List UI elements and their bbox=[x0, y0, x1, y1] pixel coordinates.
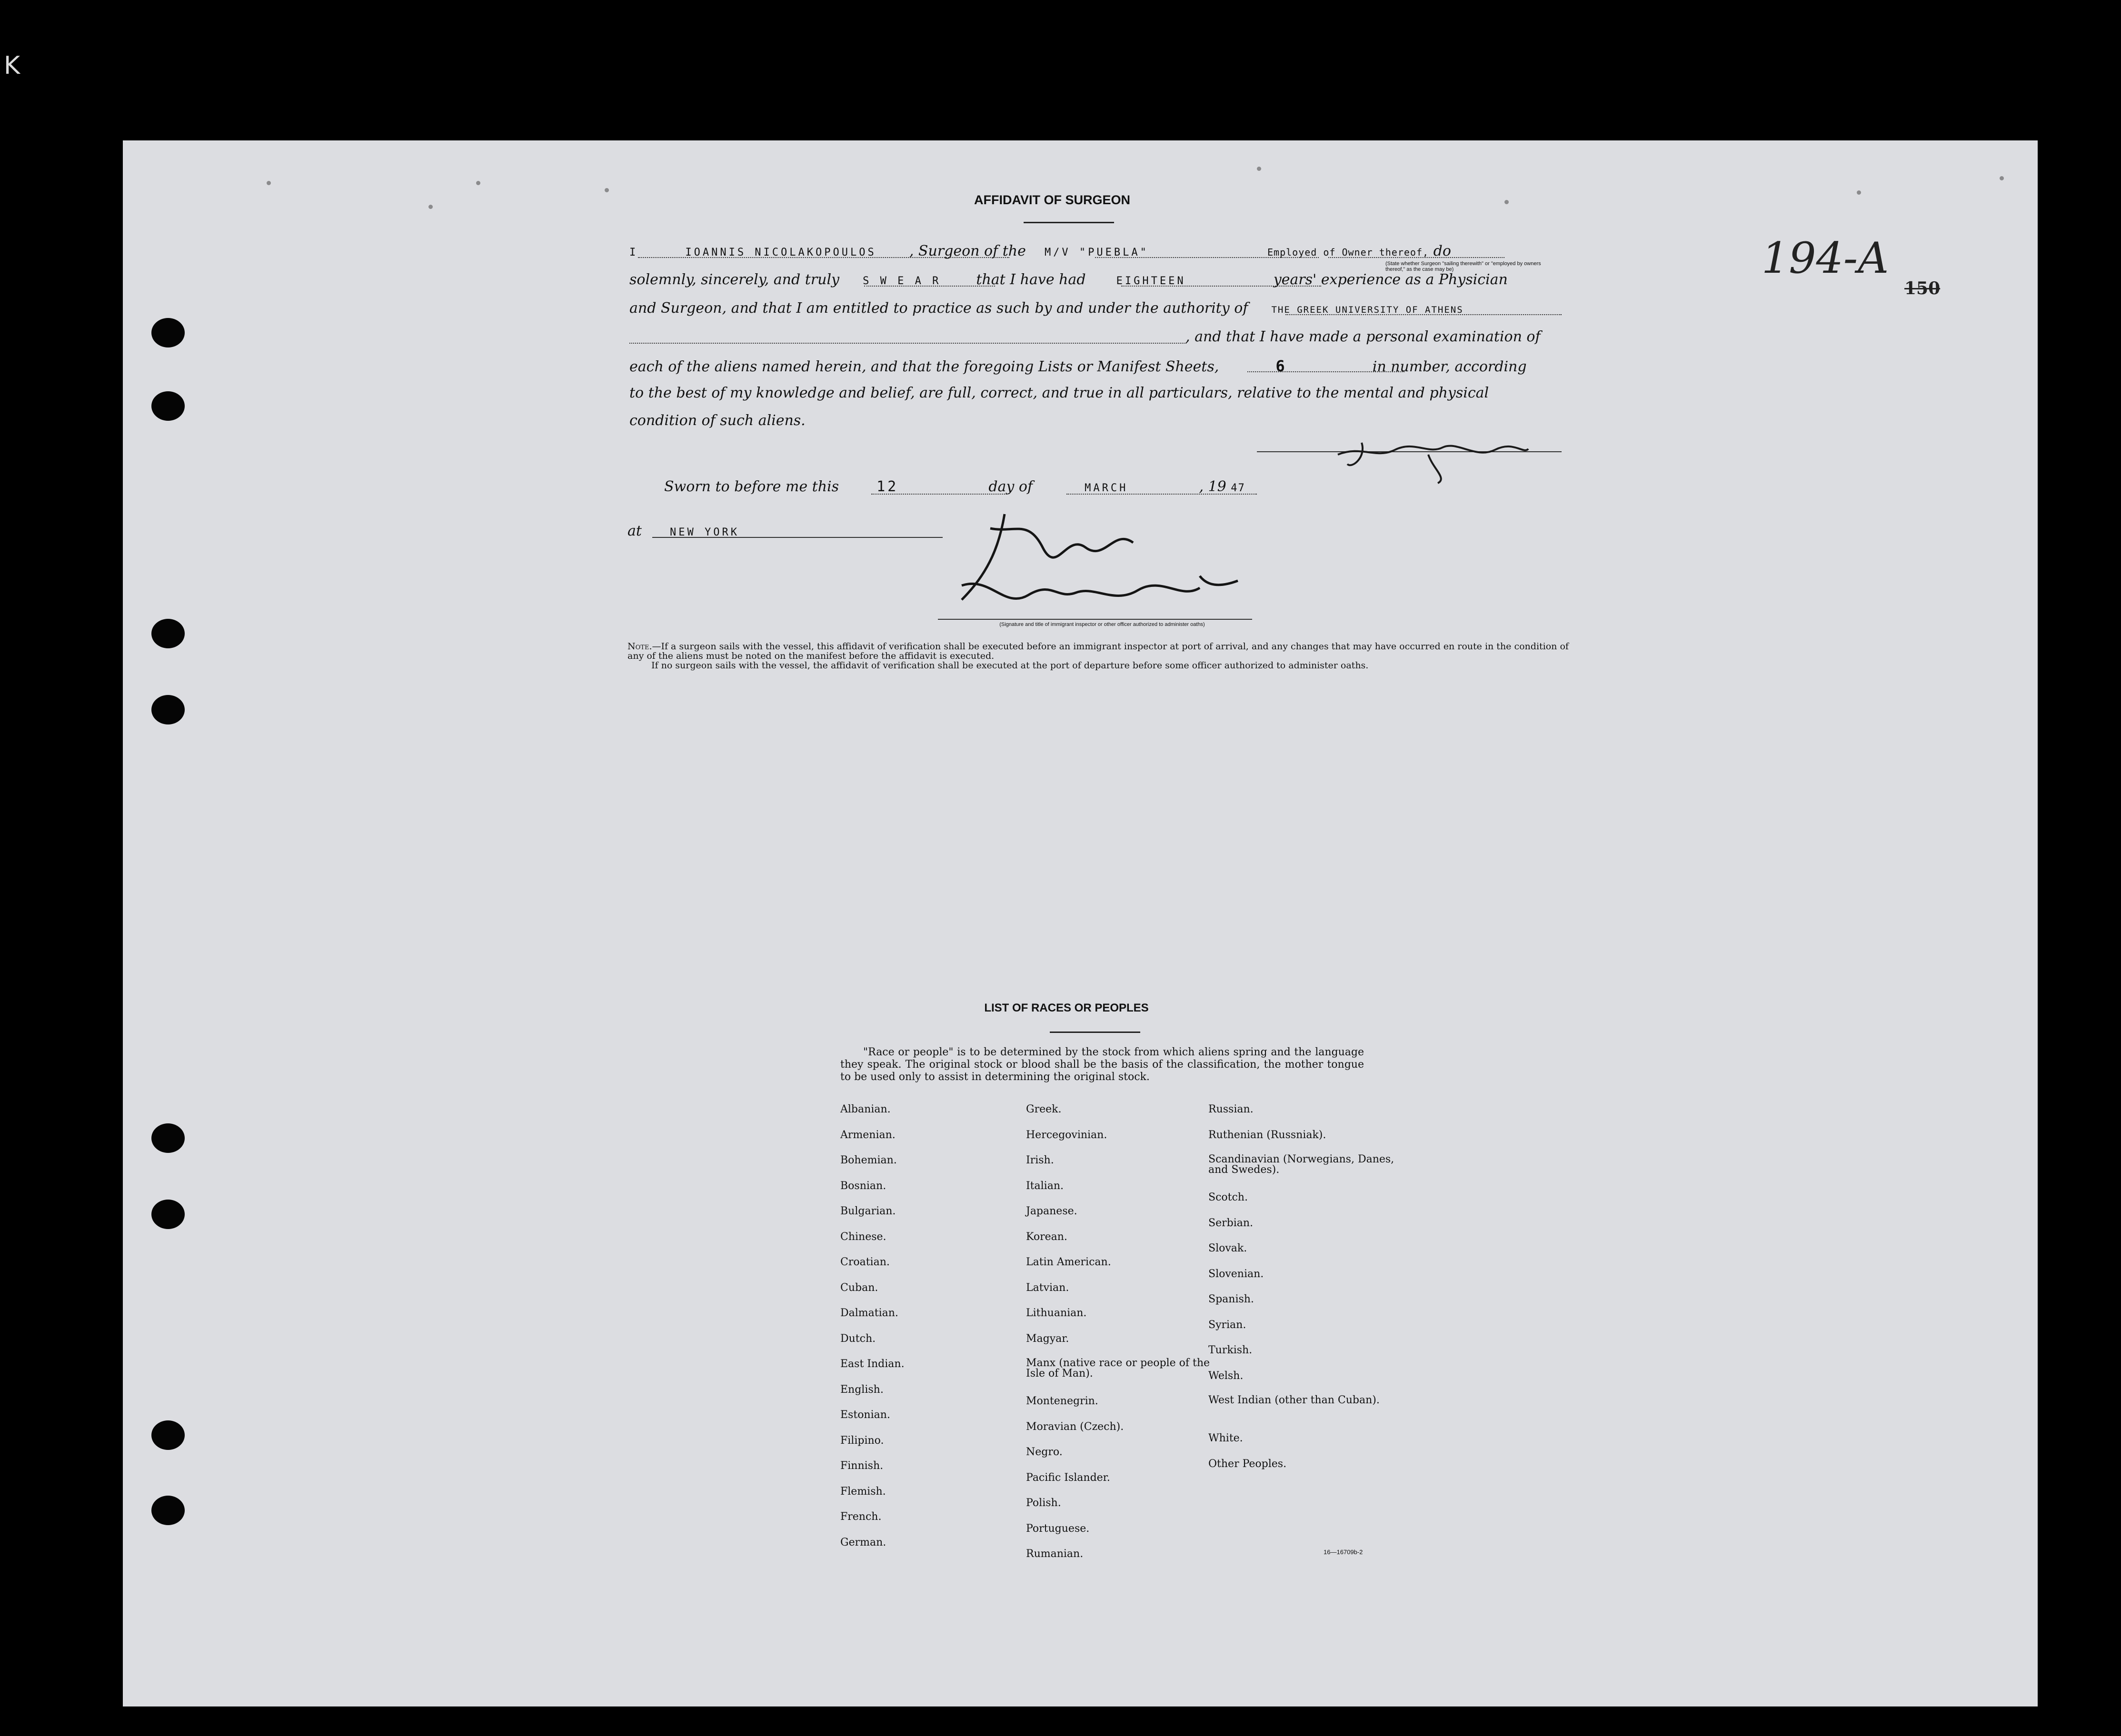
punch-hole bbox=[151, 1496, 185, 1525]
speck bbox=[267, 181, 271, 185]
form-number: 16—16709b-2 bbox=[1324, 1548, 1363, 1556]
line5-suffix: in number, according bbox=[1372, 358, 1527, 375]
sworn-year: 47 bbox=[1231, 482, 1245, 494]
race-entry: Scotch. bbox=[1208, 1191, 1248, 1203]
race-entry: Estonian. bbox=[840, 1409, 890, 1421]
punch-hole bbox=[151, 1420, 185, 1450]
speck bbox=[1857, 190, 1861, 195]
race-entry: Armenian. bbox=[840, 1129, 896, 1141]
punch-hole bbox=[151, 318, 185, 347]
races-column-2 bbox=[1026, 1103, 1216, 1574]
at-text: at bbox=[627, 523, 642, 539]
sworn-line bbox=[664, 478, 1245, 495]
note-lead: Note. bbox=[627, 641, 652, 652]
race-entry: Magyar. bbox=[1026, 1332, 1069, 1345]
race-entry: Pacific Islander. bbox=[1026, 1471, 1110, 1484]
punch-hole bbox=[151, 1200, 185, 1229]
race-entry: Latvian. bbox=[1026, 1281, 1069, 1294]
line2-middle: that I have had bbox=[976, 271, 1086, 288]
sworn-day: 12 bbox=[876, 478, 899, 495]
race-entry: Latin American. bbox=[1026, 1256, 1111, 1268]
blank-employment bbox=[1328, 257, 1504, 258]
blank-place bbox=[652, 537, 943, 538]
sworn-place: NEW YORK bbox=[670, 526, 740, 538]
employment-note: (State whether Surgeon "sailing therewith" or "employed by owners thereof," as the case may be) bbox=[1385, 261, 1541, 272]
race-entry: Hercegovinian. bbox=[1026, 1129, 1107, 1141]
race-entry: English. bbox=[840, 1383, 884, 1396]
speck bbox=[2000, 176, 2004, 180]
employment-status: Employed of Owner thereof, bbox=[1267, 247, 1429, 258]
races-column-3 bbox=[1208, 1103, 1399, 1483]
title-rule bbox=[1024, 222, 1114, 223]
race-entry: Bohemian. bbox=[840, 1154, 897, 1166]
race-entry: Slovenian. bbox=[1208, 1268, 1264, 1280]
race-entry: Portuguese. bbox=[1026, 1522, 1090, 1535]
race-entry: Dalmatian. bbox=[840, 1307, 898, 1319]
sworn-month: MARCH bbox=[1085, 482, 1128, 494]
blank-vessel bbox=[1095, 257, 1319, 258]
affidavit-note bbox=[627, 642, 1580, 670]
races-list-title: LIST OF RACES OR PEOPLES bbox=[984, 1002, 1149, 1014]
affidavit-line-6: to the best of my knowledge and belief, are full, correct, and true in all particulars, relative to the mental and physical bbox=[629, 385, 1489, 401]
punch-hole bbox=[151, 619, 185, 648]
race-entry: Flemish. bbox=[840, 1485, 886, 1498]
inspector-caption: (Signature and title of immigrant inspector or other officer authorized to administer oaths) bbox=[999, 622, 1205, 627]
race-entry: Manx (native race or people of the Isle of Man). bbox=[1026, 1357, 1210, 1379]
affidavit-title: AFFIDAVIT OF SURGEON bbox=[974, 193, 1130, 207]
note-text-1: —If a surgeon sails with the vessel, this affidavit of verification shall be executed before an immigrant inspector at port of arrival, and any changes that may have occurred en route in the condition of any of the aliens must be noted on the manifest before the affidavit is executed. bbox=[627, 641, 1569, 661]
line3-prefix: and Surgeon, and that I am entitled to practice as such by and under the authority of bbox=[629, 300, 1248, 317]
oath-word: S W E A R bbox=[863, 275, 941, 287]
surgeon-signature bbox=[1333, 436, 1533, 493]
race-entry: Slovak. bbox=[1208, 1242, 1247, 1254]
race-entry: East Indian. bbox=[840, 1358, 905, 1370]
race-entry: Rumanian. bbox=[1026, 1548, 1084, 1560]
blank-month bbox=[1066, 494, 1257, 495]
race-entry: Lithuanian. bbox=[1026, 1307, 1087, 1319]
blank-authority bbox=[1285, 314, 1562, 315]
affidavit-line-5 bbox=[629, 357, 1527, 375]
race-entry: Moravian (Czech). bbox=[1026, 1420, 1124, 1433]
blank-oath bbox=[864, 286, 995, 287]
speck bbox=[605, 188, 609, 192]
punch-hole bbox=[151, 695, 185, 724]
race-entry: Finnish. bbox=[840, 1460, 884, 1472]
handwritten-page-number: 194-A bbox=[1762, 233, 1889, 283]
race-entry: Croatian. bbox=[840, 1256, 890, 1268]
race-entry: Polish. bbox=[1026, 1497, 1061, 1509]
race-entry: Turkish. bbox=[1208, 1344, 1253, 1356]
race-entry: Greek. bbox=[1026, 1103, 1062, 1115]
inspector-signature bbox=[933, 505, 1266, 630]
affidavit-line-7: condition of such aliens. bbox=[629, 412, 806, 429]
punch-hole bbox=[151, 1123, 185, 1153]
speck bbox=[1257, 167, 1261, 171]
corner-mark: K bbox=[4, 51, 20, 80]
blank-day bbox=[871, 494, 1007, 495]
punch-hole bbox=[151, 391, 185, 421]
crossed-out-number: 150 bbox=[1904, 278, 1941, 298]
sheets-count: 6 bbox=[1275, 357, 1287, 375]
speck bbox=[1504, 200, 1509, 204]
blank-years bbox=[1121, 286, 1321, 287]
races-column-1 bbox=[840, 1103, 1031, 1562]
race-entry: Filipino. bbox=[840, 1434, 884, 1447]
race-entry: Italian. bbox=[1026, 1180, 1064, 1192]
race-entry: Albanian. bbox=[840, 1103, 891, 1115]
race-entry: Irish. bbox=[1026, 1154, 1054, 1166]
blank-name bbox=[638, 257, 1009, 258]
race-entry: West Indian (other than Cuban). bbox=[1208, 1394, 1380, 1406]
race-entry: Cuban. bbox=[840, 1281, 878, 1294]
line5-prefix: each of the aliens named herein, and that the foregoing Lists or Manifest Sheets, bbox=[629, 358, 1219, 375]
race-entry: Japanese. bbox=[1026, 1205, 1077, 1217]
race-entry: Chinese. bbox=[840, 1230, 886, 1243]
race-entry: Spanish. bbox=[1208, 1293, 1254, 1305]
race-entry: Bosnian. bbox=[840, 1180, 886, 1192]
years-experience: EIGHTEEN bbox=[1116, 275, 1186, 287]
race-entry: Russian. bbox=[1208, 1103, 1254, 1115]
pronoun: I bbox=[629, 247, 638, 258]
speck bbox=[428, 205, 433, 209]
race-entry: Other Peoples. bbox=[1208, 1458, 1287, 1470]
race-entry: White. bbox=[1208, 1432, 1243, 1444]
race-entry: Negro. bbox=[1026, 1446, 1063, 1458]
races-title-rule bbox=[1050, 1032, 1140, 1033]
affidavit-line-4 bbox=[1185, 328, 1541, 345]
race-entry: Welsh. bbox=[1208, 1369, 1244, 1382]
surgeon-name: IOANNIS NICOLAKOPOULOS bbox=[685, 247, 876, 258]
vessel-name: M/V "PUEBLA" bbox=[1044, 247, 1149, 258]
blank-sheets bbox=[1247, 371, 1404, 372]
note-text-2: If no surgeon sails with the vessel, the affidavit of verification shall be executed at the port of departure before some officer authorized to administer oaths. bbox=[651, 660, 1369, 671]
do-text: do bbox=[1433, 243, 1451, 259]
line4-suffix: , and that I have made a personal examination of bbox=[1185, 328, 1541, 345]
line2-prefix: solemnly, sincerely, and truly bbox=[629, 271, 840, 288]
affidavit-line-2 bbox=[629, 271, 1508, 288]
race-entry: Scandinavian (Norwegians, Danes, and Swedes). bbox=[1208, 1153, 1394, 1176]
year-prefix: , 19 bbox=[1199, 478, 1226, 495]
day-of-text: day of bbox=[988, 478, 1033, 495]
races-intro: "Race or people" is to be determined by the stock from which aliens spring and the language they speak. The original stock or blood shall be the basis of the classification, the mother tongue to be used only to assist in determining the original stock. bbox=[840, 1046, 1364, 1083]
sworn-prefix: Sworn to before me this bbox=[664, 478, 839, 495]
speck bbox=[476, 181, 480, 185]
race-entry: Bulgarian. bbox=[840, 1205, 896, 1217]
race-entry: Dutch. bbox=[840, 1332, 876, 1345]
licensing-authority: THE GREEK UNIVERSITY OF ATHENS bbox=[1271, 305, 1464, 315]
inspector-line bbox=[938, 619, 1252, 620]
race-entry: Ruthenian (Russniak). bbox=[1208, 1129, 1326, 1141]
race-entry: Serbian. bbox=[1208, 1217, 1254, 1229]
race-entry: Syrian. bbox=[1208, 1319, 1246, 1331]
race-entry: French. bbox=[840, 1511, 882, 1523]
race-entry: German. bbox=[840, 1536, 886, 1548]
line2-suffix: years' experience as a Physician bbox=[1273, 271, 1508, 288]
race-entry: Korean. bbox=[1026, 1230, 1067, 1243]
blank-authority-cont bbox=[629, 343, 1186, 344]
race-entry: Montenegrin. bbox=[1026, 1395, 1098, 1407]
surgeon-of-text: , Surgeon of the bbox=[909, 243, 1026, 259]
